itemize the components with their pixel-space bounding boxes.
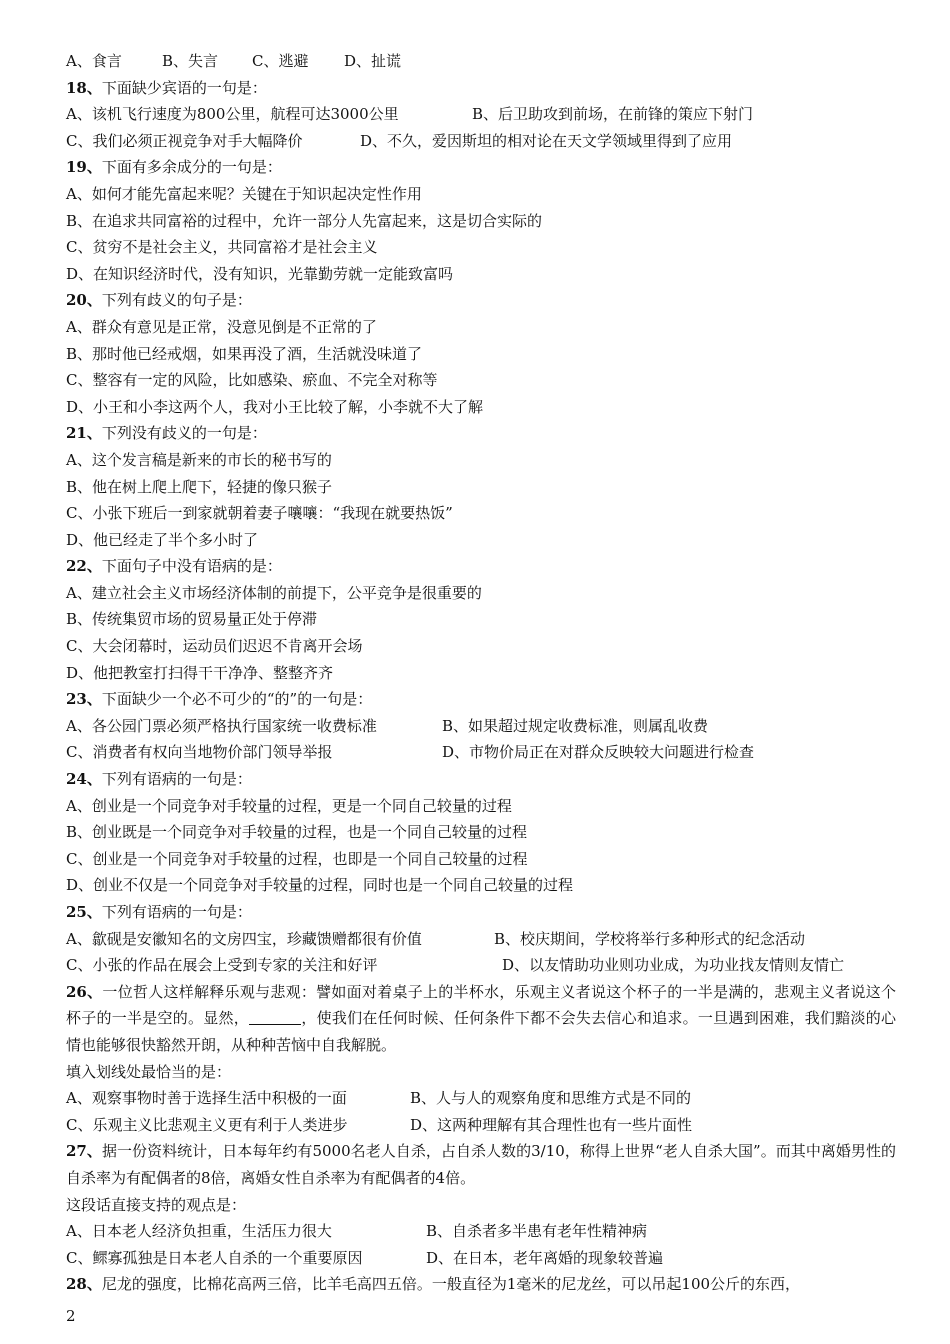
q26-stem [66,979,896,1059]
q25-options-cd [66,952,896,979]
q17-options [66,48,896,75]
q18-options-cd [66,128,896,155]
q20-number: 20、 [66,291,102,310]
page-number: 2 [66,1307,76,1325]
q23-stem [66,686,896,713]
q22-option-c: C、大会闭幕时，运动员们迟迟不肯离开会场 [66,637,363,656]
q27-option-c: C、鳏寡孤独是日本老人自杀的一个重要原因 [66,1248,363,1267]
q17-option-d: D、扯谎 [344,52,402,70]
q18-option-b: B、后卫助攻到前场，在前锋的策应下射门 [472,105,754,124]
q19-option-d: D、在知识经济时代，没有知识，光靠勤劳就一定能致富吗 [66,264,454,283]
q27-stem-text: 据一份资料统计，日本每年约有5000名老人自杀，占自杀人数的3/10，称得上世界“老人自杀大国”。而其中离婚男性的自杀率为有配偶者的8倍，离婚女性自杀率为有配偶者的4倍。 [66,1142,897,1187]
q20-stem [66,287,896,314]
q19-stem [66,154,896,181]
q23-option-b: B、如果超过规定收费标准，则属乱收费 [442,716,709,735]
q24-option-b: B、创业既是一个同竞争对手较量的过程，也是一个同自己较量的过程 [66,823,528,842]
q21-option-a: A、这个发言稿是新来的市长的秘书写的 [66,450,332,469]
q26-options-cd [66,1112,896,1139]
q22-stem [66,553,896,580]
q20-option-a: A、群众有意见是正常，没意见倒是不正常的了 [66,317,377,336]
q24-stem-text: 下列有语病的一句是： [101,770,252,789]
q19-option-a: A、如何才能先富起来呢？关键在于知识起决定性作用 [66,184,422,203]
q26-stem-after: ，使我们在任何时候、任何条件下都不会失去信心和追求。一旦遇到困难，我们黯淡的心情也能够很快豁然开朗，从种种苦恼中自我解脱。 [66,1009,896,1054]
q25-option-c: C、小张的作品在展会上受到专家的关注和好评 [66,956,378,975]
q18-options-ab [66,101,896,128]
q28-stem-text: 尼龙的强度，比棉花高两三倍，比羊毛高四五倍。一般直径为1毫米的尼龙丝，可以吊起100公斤的东西， [101,1275,801,1294]
q17-option-b: B、失言 [162,52,219,70]
q27-number: 27、 [66,1142,102,1161]
q26-option-c: C、乐观主义比悲观主义更有利于人类进步 [66,1115,348,1134]
q28-number: 28、 [66,1275,102,1294]
q26-stem-before: 一位哲人这样解释乐观与悲观：譬如面对着桌子上的半杯水，乐观主义者说这个杯子的一半是满的，悲观主义者说这个杯子的一半是空的。显然， [66,982,897,1028]
q19-option-c: C、贫穷不是社会主义，共同富裕才是社会主义 [66,238,378,257]
q25-number: 25、 [66,903,102,921]
q18-option-d: D、不久，爱因斯坦的相对论在天文学领域里得到了应用 [360,131,733,150]
q24-option-c: C、创业是一个同竞争对手较量的过程，也即是一个同自己较量的过程 [66,849,528,868]
q17-option-c: C、逃避 [252,52,309,70]
q26-prompt: 填入划线处最恰当的是： [66,1062,232,1081]
q25-stem [66,899,896,926]
q21-option-c: C、小张下班后一到家就朝着妻子嚷嚷：“我现在就要热饭” [66,504,453,523]
q23-options-ab [66,713,896,740]
q25-stem-text: 下列有语病的一句是： [101,903,252,921]
q22-option-d: D、他把教室打扫得干干净净、整整齐齐 [66,663,334,682]
exam-page [66,48,896,1298]
q21-stem-text: 下列没有歧义的一句是： [101,424,267,443]
q19-stem-text: 下面有多余成分的一句是： [101,158,282,177]
q27-options-cd [66,1245,896,1272]
q18-number: 18、 [66,78,102,97]
q21-stem [66,420,896,447]
q27-option-b: B、自杀者多半患有老年性精神病 [426,1222,648,1241]
q17-option-a: A、食言 [66,52,122,70]
q27-options-ab [66,1218,896,1245]
q21-option-b: B、他在树上爬上爬下，轻捷的像只猴子 [66,477,333,496]
q25-options-ab [66,926,896,953]
q20-option-c: C、整容有一定的风险，比如感染、瘀血、不完全对称等 [66,371,438,390]
q27-option-d: D、在日本，老年离婚的现象较普遍 [426,1248,664,1267]
q19-option-b: B、在追求共同富裕的过程中，允许一部分人先富起来，这是切合实际的 [66,211,543,230]
q26-number: 26、 [66,982,103,1001]
q18-option-c: C、我们必须正视竞争对手大幅降价 [66,131,303,150]
q24-option-d: D、创业不仅是一个同竞争对手较量的过程，同时也是一个同自己较量的过程 [66,876,574,895]
q25-option-b: B、校庆期间，学校将举行多种形式的纪念活动 [494,929,806,948]
q26-options-ab [66,1085,896,1112]
q23-option-c: C、消费者有权向当地物价部门领导举报 [66,743,333,762]
q18-stem-text: 下面缺少宾语的一句是： [101,78,267,97]
q22-option-a: A、建立社会主义市场经济体制的前提下，公平竞争是很重要的 [66,583,482,602]
q26-option-b: B、人与人的观察角度和思维方式是不同的 [410,1089,692,1108]
q26-option-a: A、观察事物时善于选择生活中积极的一面 [66,1089,347,1108]
q27-prompt: 这段话直接支持的观点是： [66,1195,247,1214]
q25-option-a: A、歙砚是安徽知名的文房四宝，珍藏馈赠都很有价值 [66,929,422,948]
q23-option-d: D、市物价局正在对群众反映较大问题进行检查 [442,743,755,762]
q23-number: 23、 [66,690,102,709]
q24-number: 24、 [66,770,102,789]
q19-number: 19、 [66,158,102,177]
q22-option-b: B、传统集贸市场的贸易量正处于停滞 [66,610,318,629]
q20-option-d: D、小王和小李这两个人，我对小王比较了解，小李就不大了解 [66,397,484,416]
q20-stem-text: 下列有歧义的句子是： [101,291,252,310]
q23-option-a: A、各公园门票必须严格执行国家统一收费标准 [66,716,377,735]
q18-stem [66,75,896,102]
q23-stem-text: 下面缺少一个必不可少的“的”的一句是： [101,690,373,709]
q28-stem [66,1271,896,1298]
q26-option-d: D、这两种理解有其合理性也有一些片面性 [410,1115,693,1134]
q25-option-d: D、以友情助功业则功业成，为功业找友情则友情亡 [502,956,845,975]
q26-blank [249,1010,301,1025]
q22-number: 22、 [66,557,102,576]
q20-option-b: B、那时他已经戒烟，如果再没了酒，生活就没味道了 [66,344,423,363]
q18-option-a: A、该机飞行速度为800公里，航程可达3000公里 [66,105,399,124]
q27-option-a: A、日本老人经济负担重，生活压力很大 [66,1222,332,1241]
q24-option-a: A、创业是一个同竞争对手较量的过程，更是一个同自己较量的过程 [66,796,512,815]
q27-stem [66,1138,896,1191]
q21-option-d: D、他已经走了半个多小时了 [66,530,259,549]
q22-stem-text: 下面句子中没有语病的是： [101,557,282,576]
q21-number: 21、 [66,424,102,443]
q24-stem [66,766,896,793]
q23-options-cd [66,739,896,766]
